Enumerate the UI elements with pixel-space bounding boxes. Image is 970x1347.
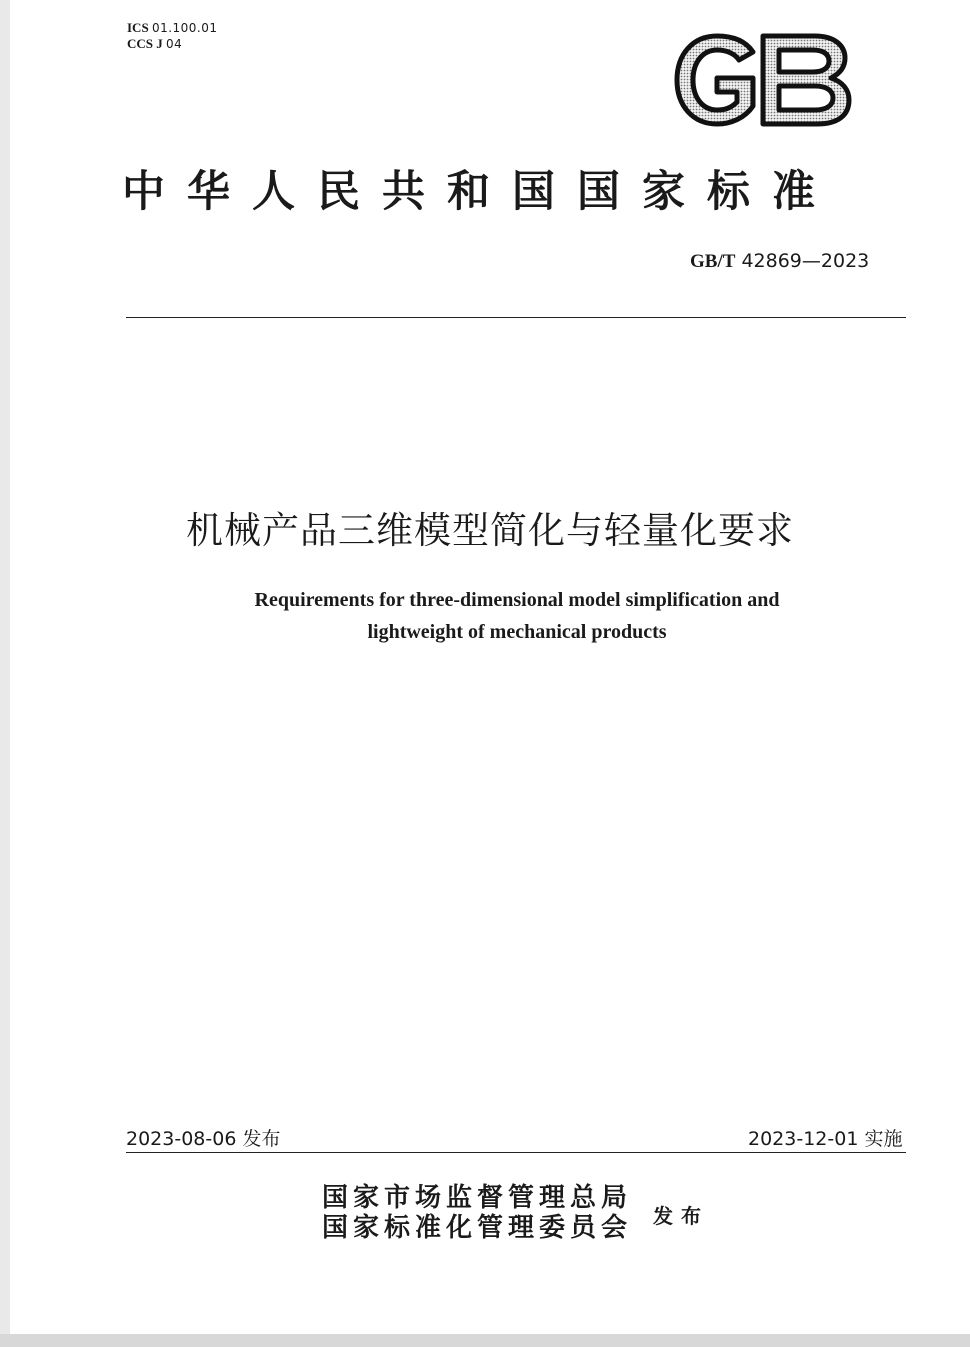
- ics-line: [127, 20, 218, 36]
- national-standard-title: 中华人民共和国国家标准: [122, 167, 837, 217]
- standard-prefix: GB/T: [690, 251, 736, 272]
- issuer-sac: 国家标准化管理委员会: [322, 1213, 633, 1243]
- document-page: [10, 0, 970, 1334]
- gb-logo: [665, 30, 855, 130]
- title-chinese: 机械产品三维模型简化与轻量化要求: [186, 509, 794, 552]
- standard-number: [690, 250, 869, 273]
- ccs-line: [127, 36, 218, 52]
- issuer-samr: 国家市场监督管理总局: [322, 1183, 633, 1213]
- title-english-line2: lightweight of mechanical products: [367, 621, 667, 643]
- ics-code: 01.100.01: [151, 21, 218, 35]
- classification-codes: [127, 20, 218, 52]
- publish-label: 发布: [653, 1204, 709, 1228]
- ccs-label: CCS: [127, 36, 154, 51]
- issue-date: 2023-08-06 发布: [126, 1128, 281, 1150]
- title-english-line1: Requirements for three-dimensional model simplification and: [254, 589, 780, 611]
- bottom-edge: [0, 1334, 970, 1347]
- implementation-date: 2023-12-01 实施: [748, 1128, 903, 1150]
- standard-code: 42869—2023: [741, 250, 870, 272]
- logo-b-shape: [763, 36, 849, 124]
- issuing-authorities: [322, 1183, 632, 1243]
- title-english: [10, 584, 970, 648]
- ccs-letter: J: [156, 36, 163, 51]
- ccs-code: 04: [166, 37, 183, 51]
- footer-divider: [126, 1152, 906, 1153]
- header-divider: [126, 317, 906, 318]
- logo-g-shape: [677, 36, 753, 124]
- ics-label: ICS: [127, 20, 149, 35]
